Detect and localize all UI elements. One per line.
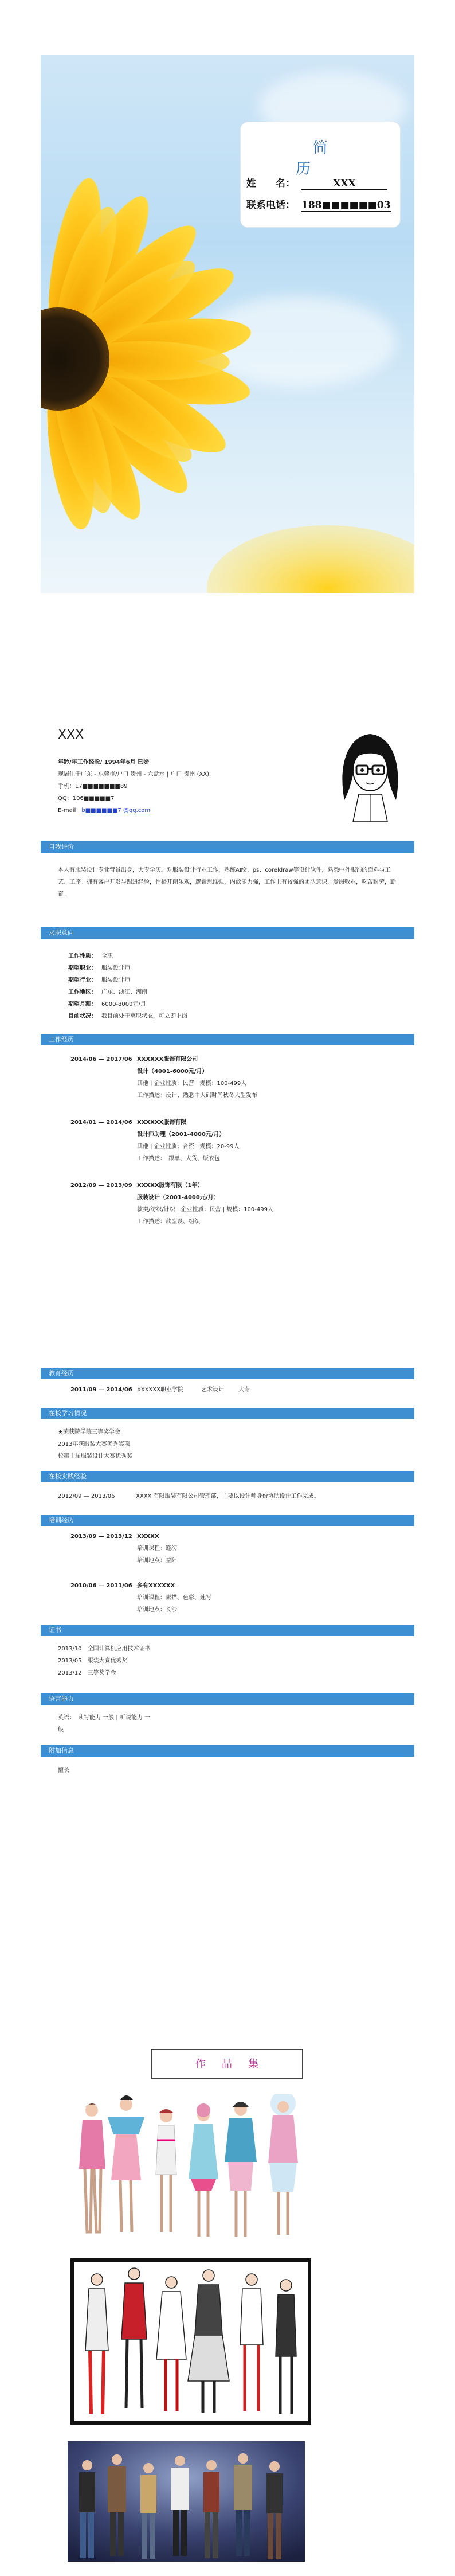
cert-item: 2013/10 全国计算机应用技术证书 (58, 1646, 151, 1652)
fashion-illustration-2 (70, 2258, 311, 2425)
cover-title: 简 历 (295, 139, 412, 178)
intent-label: 期望职业： (68, 965, 97, 971)
avatar (333, 725, 407, 822)
fashion-illustration-3 (68, 2441, 305, 2562)
section-school: 在校学习情况 (41, 1408, 414, 1419)
training-detail: 培训课程：素描、色彩、速写 (137, 1595, 211, 1601)
school-item: 2013年获服装大赛优秀奖项 (58, 1441, 130, 1447)
intent-value: 服装设计师 (101, 977, 130, 983)
fashion-illustration-1 (68, 2094, 320, 2243)
section-language: 语言能力 (41, 1693, 414, 1705)
cover-phone-row (246, 197, 391, 212)
section-certs: 证书 (41, 1625, 414, 1636)
work-detail: 工作描述： 跟单、大货、版衣包 (137, 1156, 220, 1162)
cover-name-value: XXX (301, 178, 387, 190)
language-line-2: 般 (58, 1727, 64, 1733)
intent-label: 工作地区： (68, 989, 97, 996)
fashion-sketch-image (74, 2262, 308, 2421)
training-org: XXXXX (137, 1533, 159, 1540)
cover-info-card (240, 122, 412, 228)
cert-item: 2013/12 三等奖学金 (58, 1670, 116, 1676)
language-line-1: 英语： 读写能力 一般 | 听说能力 一 (58, 1715, 151, 1721)
work-period: 2014/06 — 2017/06 (70, 1056, 132, 1063)
section-education: 教育经历 (41, 1368, 414, 1379)
edu-degree: 大专 (238, 1387, 250, 1393)
candidate-name: XXX (58, 728, 84, 742)
intent-value: 我目前处于离职状态，可立即上岗 (101, 1013, 187, 1020)
section-practice: 在校实践经验 (41, 1471, 414, 1482)
basic-info (58, 756, 209, 817)
section-self-eval: 自我评价 (41, 841, 414, 853)
edu-school: XXXXXX职业学院 (137, 1387, 184, 1393)
cover-name-row (246, 175, 387, 190)
section-other: 附加信息 (41, 1745, 414, 1757)
work-title: 设计（4001-6000元/月） (137, 1068, 208, 1075)
training-detail: 培训课程：缝纫 (137, 1545, 177, 1552)
info-line-residence: 现居住于广东 - 东莞市/户口 贵州 - 六盘水 | 户口 贵州 (XX) (58, 771, 210, 778)
info-line-age: 年龄/年工作经验/ 1994年6月 已婚 (58, 759, 150, 766)
cover-phone-value: 188■■■■■■03 (301, 200, 391, 211)
work-company: XXXXXX服饰有限 (137, 1119, 187, 1126)
work-detail: 其他 | 企业性质：合资 | 规模：20-99人 (137, 1143, 240, 1150)
info-line-email (58, 805, 209, 817)
email-label: E-mail： (58, 807, 82, 814)
intent-label: 工作性质： (68, 953, 97, 959)
work-title: 服装设计（2001-4000元/月） (137, 1195, 219, 1201)
work-company: XXXXX服饰有限（1年） (137, 1182, 203, 1189)
intent-label: 期望月薪： (68, 1001, 97, 1008)
cover-phone-label: 联系电话： (246, 200, 295, 211)
cover-page (41, 55, 414, 593)
intent-label: 目前状况： (68, 1013, 97, 1020)
section-training: 培训经历 (41, 1515, 414, 1526)
work-detail: 款类/纺织/针织 | 企业性质：民营 | 规模：100-499人 (137, 1207, 273, 1213)
work-detail: 工作描述：设计、熟悉中大码时尚秋冬大型发布 (137, 1092, 257, 1099)
email-link[interactable]: b■■■■■■7 @qq.com (81, 807, 151, 814)
training-detail: 培训地点：长沙 (137, 1607, 177, 1613)
portfolio-title: 作品集 (151, 2049, 303, 2079)
info-line-phone: 手机：17■■■■■■■89 (58, 783, 128, 790)
intent-value: 服装设计师 (101, 965, 130, 971)
training-detail: 培训地点：益阳 (137, 1558, 177, 1564)
practice-text: XXXX 有限服装有限公司管理部，主要以设计师身份协助设计工作完成。 (136, 1493, 320, 1500)
intent-label: 期望行业： (68, 977, 97, 983)
section-intent: 求职意向 (41, 927, 414, 939)
section-work: 工作经历 (41, 1034, 414, 1045)
work-period: 2014/01 — 2014/06 (70, 1119, 132, 1126)
other-text: 擅长 (58, 1767, 69, 1774)
intent-value: 广东、浙江、湖南 (101, 989, 147, 996)
work-company: XXXXXX服饰有限公司 (137, 1056, 198, 1063)
training-org: 多有XXXXXX (137, 1583, 175, 1589)
work-title: 设计师助理（2001-4000元/月） (137, 1131, 225, 1138)
training-period: 2013/09 — 2013/12 (70, 1533, 132, 1540)
self-eval-text: 本人有服装设计专业背景出身，大专学历。对服装设计行业工作，熟练AI绘、ps、coreldraw等设计软件，熟悉中外服饰的面料与工艺、工序。拥有客户开发与跟进经验，性格开朗乐观，逻辑思维强，内敛能力强，工作上有较强的团队意识，爱岗敬业，吃苦耐劳，勤奋。 (58, 867, 396, 897)
cover-name-label: 姓 名： (246, 178, 295, 189)
practice-period: 2012/09 — 2013/06 (58, 1493, 115, 1500)
edu-major: 艺术设计 (201, 1387, 224, 1393)
work-period: 2012/09 — 2013/09 (70, 1182, 132, 1189)
edu-period: 2011/09 — 2014/06 (70, 1387, 132, 1393)
school-item: 校第十届服装设计大赛优秀奖 (58, 1453, 132, 1459)
intent-value: 6000-8000元/月 (101, 1001, 146, 1008)
work-detail: 工作描述：款型设、组织 (137, 1219, 200, 1225)
school-item: ★荣获院学院三等奖学金 (58, 1429, 120, 1435)
work-detail: 其他 | 企业性质：民营 | 规模：100-499人 (137, 1080, 247, 1087)
training-period: 2010/06 — 2011/06 (70, 1583, 132, 1589)
intent-value: 全职 (101, 953, 113, 959)
cert-item: 2013/05 服装大赛优秀奖 (58, 1658, 128, 1664)
info-line-qq: QQ：106■■■■■7 (58, 795, 115, 802)
